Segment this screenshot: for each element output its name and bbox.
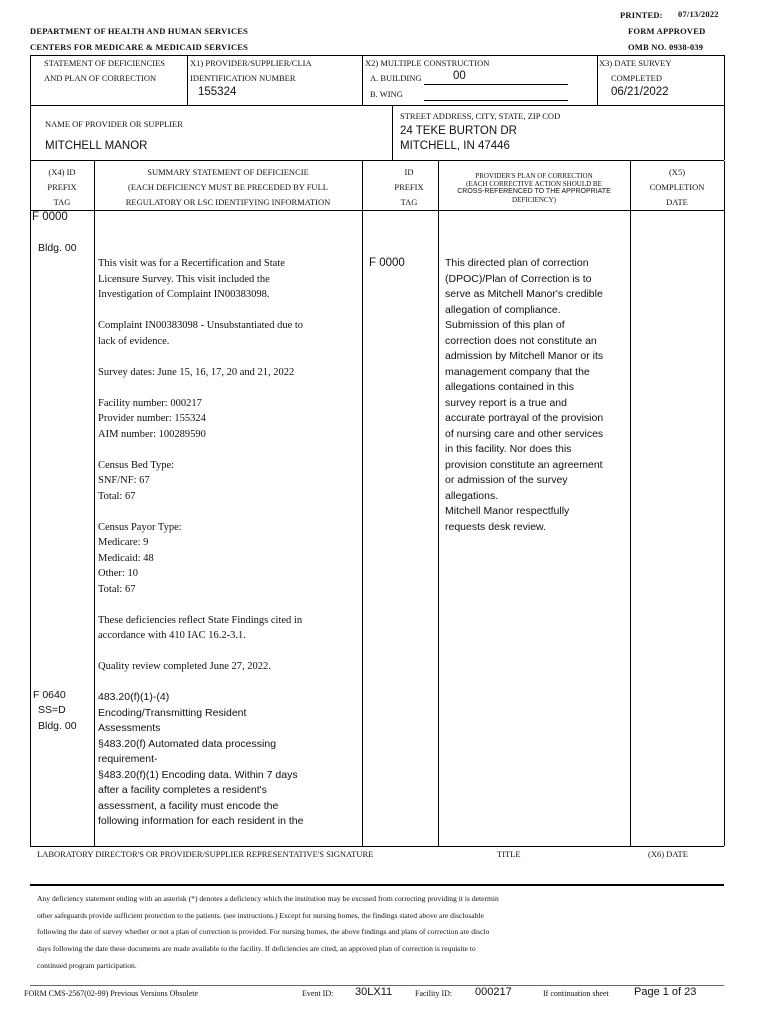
summary-line: Total: 67 bbox=[98, 583, 136, 595]
plan-line: management company that the bbox=[445, 365, 590, 378]
plan-line: in this facility. Nor does this bbox=[445, 443, 572, 455]
plan-of-correction-label: AND PLAN OF CORRECTION bbox=[44, 73, 157, 83]
info-right-border bbox=[724, 55, 725, 105]
row-tag-f0640: F 0640 bbox=[33, 689, 66, 701]
plan-header-4: DEFICIENCY) bbox=[512, 196, 556, 204]
disclaimer-text bbox=[37, 891, 727, 975]
f0640-line: requirement- bbox=[98, 753, 158, 765]
omb-number: OMB NO. 0938-039 bbox=[628, 42, 704, 52]
page-number: Page 1 of 23 bbox=[634, 986, 697, 998]
survey-date-value: 06/21/2022 bbox=[611, 86, 669, 98]
x4-id-header: (X4) ID bbox=[48, 167, 76, 177]
summary-line: This visit was for a Recertification and State bbox=[98, 258, 285, 269]
col-divider-4 bbox=[630, 161, 631, 846]
signature-bottom-border bbox=[30, 884, 724, 886]
plan-line: correction does not constitute an bbox=[445, 334, 597, 347]
form-approved-label: FORM APPROVED bbox=[628, 26, 706, 36]
plan-line: admission by Mitchell Manor or its bbox=[445, 350, 604, 362]
id-tag-f0000: F 0000 bbox=[369, 257, 405, 269]
summary-header-3: REGULATORY OR LSC IDENTIFYING INFORMATION bbox=[125, 197, 331, 207]
summary-line bbox=[98, 644, 360, 660]
facility-id-label: Facility ID: bbox=[415, 989, 453, 998]
provider-name-value: MITCHELL MANOR bbox=[45, 140, 148, 152]
name-right-border bbox=[724, 105, 725, 160]
x1-label-2: IDENTIFICATION NUMBER bbox=[190, 73, 296, 83]
summary-line: Medicare: 9 bbox=[98, 537, 149, 548]
summary-line bbox=[98, 303, 360, 319]
id-tag-header: TAG bbox=[400, 197, 418, 207]
summary-line bbox=[98, 442, 360, 458]
plan-line: This directed plan of correction bbox=[445, 257, 589, 269]
name-divider bbox=[392, 105, 393, 160]
info-divider-2 bbox=[362, 55, 363, 105]
plan-line: Submission of this plan of bbox=[445, 319, 565, 331]
plan-line: accurate portrayal of the provision bbox=[445, 412, 604, 424]
wing-label: B. WING bbox=[370, 89, 403, 99]
x4-prefix-header: PREFIX bbox=[47, 182, 77, 192]
director-signature-label: LABORATORY DIRECTOR'S OR PROVIDER/SUPPLIER REPRESENTATIVE'S SIGNATURE bbox=[37, 849, 374, 859]
info-divider-1 bbox=[187, 55, 188, 105]
title-label: TITLE bbox=[497, 849, 521, 859]
summary-line: Complaint IN00383098 - Unsubstantiated due to bbox=[98, 320, 304, 331]
wing-underline bbox=[424, 100, 568, 101]
building-value: 00 bbox=[453, 70, 466, 82]
address-label: STREET ADDRESS, CITY, STATE, ZIP COD bbox=[400, 111, 561, 121]
summary-line: AIM number: 100289590 bbox=[98, 428, 206, 440]
summary-line bbox=[98, 349, 360, 365]
plan-line: survey report is a true and bbox=[445, 396, 567, 409]
form-number: FORM CMS-2567(02-99) Previous Versions Obsolete bbox=[24, 989, 199, 998]
event-id-label: Event ID: bbox=[302, 989, 334, 998]
summary-header-2: (EACH DEFICIENCY MUST BE PRECEDED BY FULL bbox=[128, 182, 328, 192]
col-divider-1 bbox=[94, 161, 95, 846]
id-prefix-header: PREFIX bbox=[394, 182, 424, 192]
summary-line: Total: 67 bbox=[98, 490, 136, 502]
table-left-border bbox=[30, 161, 31, 846]
f0640-line: 483.20(f)(1)-(4) bbox=[98, 691, 170, 703]
plan-line: of nursing care and other services bbox=[445, 427, 604, 440]
summary-line: SNF/NF: 67 bbox=[98, 475, 150, 486]
address-line-1: 24 TEKE BURTON DR bbox=[400, 125, 517, 137]
printed-date: 07/13/2022 bbox=[678, 9, 719, 19]
name-bottom-border bbox=[30, 160, 724, 161]
table-bottom-border bbox=[30, 846, 724, 847]
col-divider-2 bbox=[362, 161, 363, 846]
f0640-line: after a facility completes a resident's bbox=[98, 784, 267, 796]
plan-line: provision constitute an agreement bbox=[445, 458, 603, 471]
name-left-border bbox=[30, 105, 31, 160]
row-bldg-2: Bldg. 00 bbox=[38, 720, 77, 732]
id-header: ID bbox=[404, 167, 414, 177]
f0640-line: §483.20(f)(1) Encoding data. Within 7 days bbox=[98, 768, 298, 781]
provider-id-value: 155324 bbox=[198, 86, 237, 98]
info-divider-3 bbox=[597, 55, 598, 105]
plan-line: allegations. bbox=[445, 489, 499, 502]
x6-date-label: (X6) DATE bbox=[648, 849, 688, 859]
plan-line: allegations contained in this bbox=[445, 381, 575, 393]
summary-line bbox=[98, 380, 360, 396]
disclaimer-line: following the date of survey whether or not a plan of correction is provided. For nursing homes, the above findings and plans of correction are disclo bbox=[37, 927, 490, 937]
plan-header-2: (EACH CORRECTIVE ACTION SHOULD BE bbox=[466, 180, 602, 188]
summary-line: Facility number: 000217 bbox=[98, 397, 202, 409]
plan-line: or admission of the survey bbox=[445, 474, 568, 486]
x2-label: X2) MULTIPLE CONSTRUCTION bbox=[365, 58, 490, 68]
info-top-border bbox=[30, 55, 724, 56]
building-label: A. BUILDING bbox=[370, 73, 422, 83]
summary-line: Census Payor Type: bbox=[98, 521, 182, 533]
header-bottom-border bbox=[30, 210, 724, 211]
date-header: DATE bbox=[666, 197, 688, 207]
info-left-border bbox=[30, 55, 31, 105]
centers-heading: CENTERS FOR MEDICARE & MEDICAID SERVICES bbox=[30, 42, 249, 52]
statement-label: STATEMENT OF DEFICIENCIES bbox=[44, 58, 166, 68]
printed-label: PRINTED: bbox=[620, 10, 663, 20]
f0640-line: assessment, a facility must encode the bbox=[98, 799, 279, 812]
summary-line: accordance with 410 IAC 16.2-3.1. bbox=[98, 630, 246, 641]
summary-line: These deficiencies reflect State Findings cited in bbox=[98, 614, 303, 626]
row-tag-f0000: F 0000 bbox=[32, 211, 68, 223]
summary-line: Quality review completed June 27, 2022. bbox=[98, 661, 271, 672]
department-heading: DEPARTMENT OF HEALTH AND HUMAN SERVICES bbox=[30, 26, 249, 36]
address-line-2: MITCHELL, IN 47446 bbox=[400, 140, 510, 152]
summary-line: Other: 10 bbox=[98, 568, 138, 579]
table-right-border bbox=[724, 161, 725, 846]
x3-label: X3) DATE SURVEY bbox=[599, 58, 672, 68]
facility-id-value: 000217 bbox=[475, 986, 512, 998]
summary-line: Census Bed Type: bbox=[98, 459, 175, 471]
disclaimer-line: other safeguards provide sufficient protection to the patients. (see instructions.) Except for nursing homes, the findings stated above are disclosable bbox=[37, 910, 484, 920]
x1-label: X1) PROVIDER/SUPPLIER/CLIA bbox=[190, 58, 312, 68]
plan-text-block bbox=[445, 256, 630, 535]
summary-line: Investigation of Complaint IN00383098. bbox=[98, 289, 270, 300]
f0640-line: Encoding/Transmitting Resident bbox=[98, 706, 247, 719]
x5-header: (X5) bbox=[668, 167, 686, 177]
summary-line: Survey dates: June 15, 16, 17, 20 and 21, 2022 bbox=[98, 366, 295, 378]
summary-line bbox=[98, 504, 360, 520]
summary-line: Medicaid: 48 bbox=[98, 552, 154, 564]
row-scope-severity: SS=D bbox=[38, 704, 66, 716]
plan-header-1: PROVIDER'S PLAN OF CORRECTION bbox=[475, 172, 593, 180]
f0640-line: following information for each resident in the bbox=[98, 815, 304, 827]
plan-line: Mitchell Manor respectfully bbox=[445, 505, 570, 517]
plan-header-3: CROSS-REFERENCED TO THE APPROPRIATE bbox=[457, 188, 611, 195]
event-id-value: 30LX11 bbox=[355, 986, 393, 998]
plan-line: (DPOC)/Plan of Correction is to bbox=[445, 272, 592, 285]
f0640-text-block bbox=[98, 690, 360, 830]
row-bldg: Bldg. 00 bbox=[38, 242, 77, 254]
continuation-label: If continuation sheet bbox=[543, 989, 609, 998]
info-row-divider bbox=[30, 105, 724, 106]
x4-tag-header: TAG bbox=[53, 197, 71, 207]
f0640-line: Assessments bbox=[98, 722, 161, 734]
disclaimer-line: days following the date these documents are made available to the facility. If deficiencies are cited, an approved plan of correction is requisite to bbox=[37, 944, 476, 954]
plan-line: requests desk review. bbox=[445, 520, 546, 533]
completed-label: COMPLETED bbox=[611, 73, 662, 83]
disclaimer-line: continued program participation. bbox=[37, 960, 137, 970]
summary-line: Licensure Survey. This visit included the bbox=[98, 273, 270, 285]
disclaimer-line: Any deficiency statement ending with an asterisk (*) denotes a deficiency which the institution may be excused from correcting providing it is determin bbox=[37, 894, 499, 903]
summary-line bbox=[98, 597, 360, 613]
summary-header-1: SUMMARY STATEMENT OF DEFICIENCIE bbox=[147, 167, 309, 177]
completion-header: COMPLETION bbox=[649, 182, 705, 192]
plan-line: serve as Mitchell Manor's credible bbox=[445, 288, 603, 300]
f0640-line: §483.20(f) Automated data processing bbox=[98, 737, 277, 750]
summary-text-block bbox=[98, 256, 360, 675]
summary-line: lack of evidence. bbox=[98, 335, 170, 347]
provider-name-label: NAME OF PROVIDER OR SUPPLIER bbox=[45, 119, 183, 129]
col-divider-3 bbox=[438, 161, 439, 846]
plan-line: allegation of compliance. bbox=[445, 303, 561, 316]
building-underline bbox=[424, 84, 568, 85]
summary-line: Provider number: 155324 bbox=[98, 413, 206, 424]
